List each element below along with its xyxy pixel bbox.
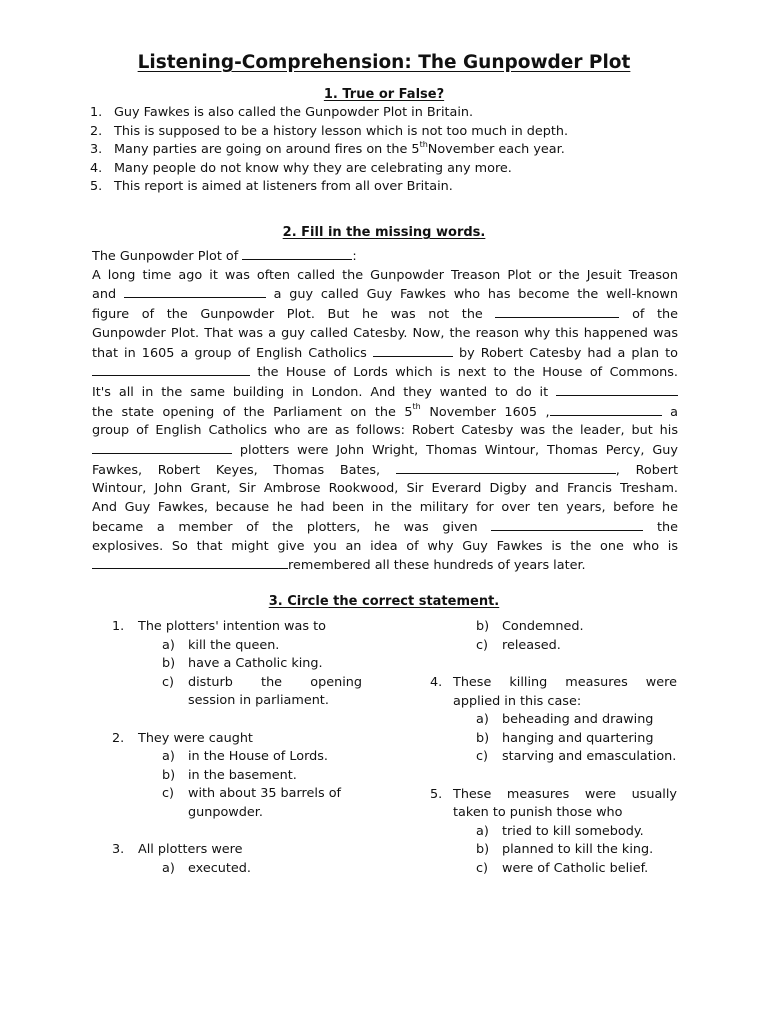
list-item bbox=[90, 160, 690, 179]
question-2: 2. They were caught a) in the House of Lords. b) in the basement. c) with about 35 barrels of gunpowder. bbox=[112, 730, 372, 823]
fill-line: and a guy called Guy Fawkes who has become the well-known bbox=[92, 287, 678, 303]
question-4: 4. These killing measures were applied in this case: a) beheading and drawing b) hanging and quartering c) starving and emasculation. bbox=[430, 674, 678, 767]
question-stem: The plotters' intention was to bbox=[138, 619, 326, 634]
true-false-list bbox=[90, 104, 690, 197]
item-number: 3. bbox=[90, 142, 103, 157]
fill-line: the state opening of the Parliament on the 5th November 1605 , a bbox=[92, 402, 678, 420]
option-c[interactable]: c) disturb the opening session in parliament. bbox=[162, 674, 362, 708]
right-questions bbox=[430, 618, 678, 878]
question-stem: These killing measures were bbox=[453, 675, 677, 690]
item-text: Many people do not know why they are celebrating any more. bbox=[114, 160, 512, 176]
option-c[interactable]: c) released. bbox=[476, 637, 561, 653]
fill-line: that in 1605 a group of English Catholics by Robert Catesby had a plan to bbox=[92, 345, 678, 361]
option-b[interactable]: b) hanging and quartering bbox=[476, 730, 654, 746]
fill-line: The Gunpowder Plot of : bbox=[92, 249, 357, 264]
answer-blank[interactable] bbox=[92, 556, 288, 569]
fill-line: A long time ago it was often called the Gunpowder Treason Plot or the Jesuit Treason bbox=[92, 267, 678, 283]
list-item bbox=[90, 123, 690, 142]
question-3-continued bbox=[430, 618, 678, 655]
fill-line: remembered all these hundreds of years later. bbox=[92, 556, 678, 576]
option-b[interactable]: b) in the basement. bbox=[162, 767, 297, 783]
option-b[interactable]: b) Condemned. bbox=[476, 619, 584, 634]
option-c[interactable]: c) were of Catholic belief. bbox=[476, 860, 649, 876]
question-stem: They were caught bbox=[138, 730, 253, 746]
fill-line: became a member of the plotters, he was given the bbox=[92, 519, 678, 535]
list-item bbox=[90, 178, 690, 197]
fill-line: Gunpowder Plot. That was a guy called Catesby. Now, the reason why this happened was bbox=[92, 325, 678, 341]
item-text: This is supposed to be a history lesson which is not too much in depth. bbox=[114, 123, 569, 139]
answer-blank[interactable] bbox=[550, 403, 662, 416]
fill-line: plotters were John Wright, Thomas Wintour, Thomas Percy, Guy bbox=[92, 441, 678, 461]
option-a[interactable]: a) kill the queen. bbox=[162, 637, 280, 653]
section1-heading: 1. True or False? bbox=[323, 87, 445, 102]
question-5: 5. These measures were usually taken to punish those who a) tried to kill somebody. b) planned to kill the king. c) were of Catholic belief. bbox=[430, 786, 678, 879]
fill-line: And Guy Fawkes, because he had been in the military for over ten years, before he bbox=[92, 500, 678, 516]
list-item bbox=[90, 104, 690, 123]
answer-blank[interactable] bbox=[92, 441, 232, 454]
fill-line: figure of the Gunpowder Plot. But he was not the of the bbox=[92, 307, 679, 323]
answer-blank[interactable] bbox=[556, 383, 678, 396]
option-a[interactable]: a) in the House of Lords. bbox=[162, 749, 329, 764]
option-c[interactable]: c) starving and emasculation. bbox=[476, 749, 677, 764]
answer-blank[interactable] bbox=[92, 363, 250, 376]
question-stem: These measures were usually bbox=[453, 786, 677, 802]
answer-blank[interactable] bbox=[373, 344, 453, 357]
fill-line: group of English Catholics who are as follows: Robert Catesby was the leader, but his bbox=[92, 423, 678, 439]
item-text: This report is aimed at listeners from all over Britain. bbox=[114, 179, 453, 194]
option-a[interactable]: a) beheading and drawing bbox=[476, 712, 654, 727]
question-3: 3. All plotters were a) executed. bbox=[112, 841, 372, 878]
fill-in-text bbox=[92, 247, 678, 576]
option-a[interactable]: a) executed. bbox=[162, 860, 251, 876]
answer-blank[interactable] bbox=[242, 247, 352, 260]
list-item bbox=[90, 141, 690, 160]
item-number: 2. bbox=[90, 123, 103, 139]
option-c[interactable]: c) with about 35 barrels of gunpowder. bbox=[162, 786, 342, 820]
answer-blank[interactable] bbox=[396, 461, 616, 474]
question-stem: All plotters were bbox=[138, 842, 243, 857]
item-number: 5. bbox=[90, 179, 103, 194]
option-a[interactable]: a) tried to kill somebody. bbox=[476, 823, 644, 839]
fill-line: the House of Lords which is next to the House of Commons. bbox=[92, 363, 678, 383]
answer-blank[interactable] bbox=[124, 285, 266, 298]
fill-line: It's all in the same building in London. And they wanted to do it bbox=[92, 383, 678, 403]
section3-heading: 3. Circle the correct statement. bbox=[268, 594, 500, 609]
answer-blank[interactable] bbox=[495, 305, 619, 318]
item-number: 1. bbox=[90, 105, 103, 120]
section2-heading: 2. Fill in the missing words. bbox=[282, 225, 486, 240]
question-stem-cont: taken to punish those who bbox=[453, 805, 623, 820]
option-b[interactable]: b) planned to kill the king. bbox=[476, 842, 654, 857]
question-stem-cont: applied in this case: bbox=[453, 693, 582, 709]
item-number: 4. bbox=[90, 160, 103, 176]
page-title: Listening-Comprehension: The Gunpowder Plot bbox=[137, 52, 631, 73]
question-1: 1. The plotters' intention was to a) kill the queen. b) have a Catholic king. c) disturb the opening session in parliament. bbox=[112, 618, 372, 711]
item-text: Many parties are going on around fires on the 5thNovember each year. bbox=[114, 139, 565, 157]
left-questions bbox=[112, 618, 372, 878]
answer-blank[interactable] bbox=[491, 518, 643, 531]
option-b[interactable]: b) have a Catholic king. bbox=[162, 656, 323, 671]
fill-line: explosives. So that might give you an idea of why Guy Fawkes is the one who is bbox=[92, 538, 678, 554]
item-text: Guy Fawkes is also called the Gunpowder Plot in Britain. bbox=[114, 105, 474, 120]
fill-line: Wintour, John Grant, Sir Ambrose Rookwood, Sir Everard Digby and Francis Tresham. bbox=[92, 481, 678, 497]
fill-line: Fawkes, Robert Keyes, Thomas Bates, , Robert bbox=[92, 462, 678, 478]
